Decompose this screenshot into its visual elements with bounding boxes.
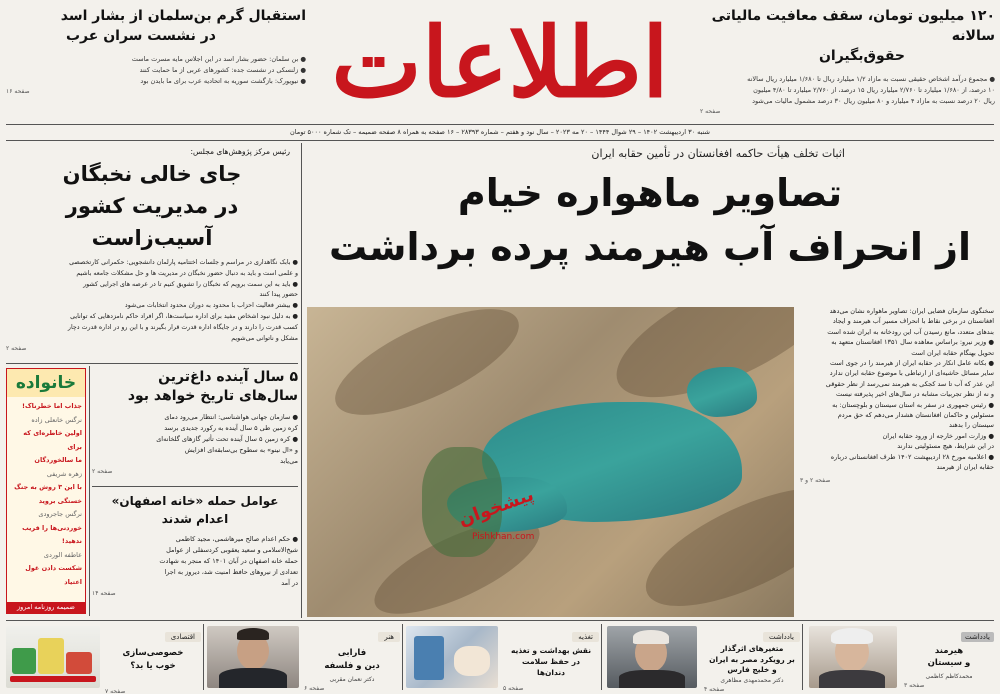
bottom-photo [809,626,897,688]
isfahan-body-line: شیخ‌الاسلامی و سعید یعقوبی کردسفلی از عوامل [166,546,298,554]
bottom-item-3[interactable] [404,624,599,690]
bottom-page: صفحه ۶ [304,685,325,692]
bottom-photo [607,626,697,688]
lead-body-line: ● وزارت امور خارجه از ورود حقابه ایران [882,431,994,440]
divider [203,624,204,690]
lead-kicker: اثبات تخلف هیأت حاکمه افغانستان در تأمین حقابه ایران [591,147,845,160]
lead-body-line: این عذر که آب تا سد کجکی به هیرمند نمی‌رسد از نظر حقوقی [825,379,994,388]
left-body-line: کسب قدرت را دارند و در جایگاه اداره قدرت قرار بگیرند و با این رو در اداره قدرت دچار [67,323,298,331]
lead-body-line: بندهای متعدد، مانع رسیدن آب این رودخانه به ایران شده است [827,327,994,336]
top-right-line: ریال ۲۰ درصد نسبت به مازاد ۴ میلیارد و ۸۰ میلیون ریال ۳۰ درصد مشمول مالیات می‌شود [752,97,995,105]
khanevadeh-author: زهره شریفی [46,469,82,478]
divider [6,363,298,364]
masthead-logo: اطلاعات [331,6,669,119]
khanevadeh-footer: ضمیمه روزنامه امروز [7,602,85,613]
climate-body-line: ● سازمان جهانی هواشناسی: انتظار می‌رود دمای [164,413,298,421]
isfahan-story[interactable] [92,492,298,598]
bottom-title2: دین و فلسفه [324,661,380,671]
khanevadeh-item: خستگی بروید [38,496,82,505]
divider [802,624,803,690]
top-left-story[interactable] [6,6,306,96]
left-body-line: ● بیشتر فعالیت احزاب با محدود به دوران محدود انتخابات می‌شود [124,302,298,310]
khanevadeh-item: جذاب اما خطرناک! [22,402,82,410]
khanevadeh-author: نرگس خانعلی زاده [31,415,82,424]
page-ref: صفحه ۱۴ [92,590,116,597]
lead-headline2: از انحراف آب هیرمند پرده برداشت [328,225,972,269]
top-left-line: ● نیویورک: بازگشت سوریه به اتحادیه عرب برای ما بایدن بود [140,77,306,85]
lead-body-line: ● بکانه عامل انکار در حقابه ایران از هیرمند را در جوی است [830,359,994,368]
bottom-page: صفحه ۵ [503,685,524,692]
top-left-headline: استقبال گرم بن‌سلمان از بشار اسد [60,8,306,24]
bottom-item-5[interactable] [6,624,201,694]
bottom-tag: یادداشت [961,632,994,642]
page-ref: صفحه ۲ و ۳ [800,476,831,484]
bottom-title3: و خلیج فارس [727,665,777,674]
isfahan-body-line: حمله خانه اصفهان در آبان ۱۴۰۱ که منجر به شهادت [159,557,298,565]
bottom-title2: در حفظ سلامت [522,657,580,666]
divider [601,624,602,690]
khanevadeh-author: نرگس جاجرودی [38,510,82,518]
khanevadeh-item: ما سالخوردگان [34,456,82,464]
dateline: شنبه ۳۰ اردیبهشت ۱۴۰۲ – ۲۹ شوال ۱۴۴۴ – ۲۰ مه ۲۰۲۳ – سال نود و هفتم – شماره ۲۸۳۹۳ – ۱۶ صفحه به همراه ۸ صفحه ضمیمه – تک شماره ۵۰۰۰ تومان [290,128,710,136]
divider [6,140,994,141]
isfahan-body-line: ● حکم اعدام صالح میرهاشمی، مجید کاظمی [175,535,298,543]
climate-headline2: سال‌های تاریخ خواهد بود [127,388,298,404]
top-right-story[interactable] [700,6,995,116]
climate-body-line: و «ال نینو» به سطوح بی‌سابقه‌ای افزایش [184,446,298,454]
khanevadeh-item: شکست دادن غول [25,564,82,572]
climate-body-line: کره زمین طی ۵ سال آینده به رکورد جدیدی برسد [164,424,298,432]
bottom-photo [406,626,498,688]
isfahan-body-line: در آمد [281,579,298,587]
climate-story[interactable] [92,368,298,476]
climate-body-line: ● کره زمین ۵ سال آینده تحت تأثیر گازهای گلخانه‌ای [156,435,298,443]
lead-story[interactable] [305,146,995,274]
lead-body-line: ● وزیر نیرو: براساس معاهده سال ۱۳۵۱ افغانستان متعهد به [831,338,994,347]
page-ref: صفحه ۱۶ [6,88,30,95]
divider [92,486,298,487]
photo-watermark: پیشخوان [455,484,537,531]
top-right-headline: ۱۲۰ میلیون تومان، سقف معافیت مالیاتی سالانه [711,8,995,44]
climate-headline: ۵ سال آینده داغ‌ترین [158,369,298,385]
bottom-title: فارابی [337,648,367,658]
lead-body-line: در این شرایط، هیچ مسئولیتی ندارند [897,442,994,451]
top-left-headline2: در نشست سران عرب [65,28,216,44]
top-right-line: ● مجموع درآمد اشخاص حقیقی نسبت به مازاد ۱/۲ میلیارد ریال تا ۱/۶۸۰ میلیارد ریال سالانه [747,75,995,83]
bottom-photo [207,626,299,688]
left-kicker: رئیس مرکز پژوهش‌های مجلس: [190,147,290,156]
photo-watermark-url: Pishkhan.com [472,532,535,542]
top-right-headline2: حقوق‌بگیران [818,48,905,64]
divider [402,624,403,690]
page-ref: صفحه ۲ [92,468,113,475]
bottom-page: صفحه ۳ [904,682,925,689]
lead-body-line: افغانستان در برخی نقاط با انحراف مسیر آب هیرمند و ایجاد [832,317,994,326]
bottom-title3: دندان‌ها [537,668,565,677]
khanevadeh-item: با این ۳ روش به جنگ [14,483,82,491]
left-body-line: ● بابک نگاهداری در مراسم و جلسات اختتامیه پارلمان دانشجویی: حکمرانی کارتخصصی [69,259,298,266]
khanevadeh-item: اعتیاد [64,577,82,586]
left-story[interactable] [6,146,298,353]
left-body-line: و علمی است و باید به دنبال حضور نخبگان در مدیریت ها و حل مشکلات جامعه باشیم [76,269,298,277]
divider [89,366,90,616]
lead-body-line: ● اعلامیه مورخ ۲۸ اردیبهشت ۱۴۰۲ طرف افغانستانی درباره [830,452,994,461]
bottom-author: دکتر نعمان مقربی [329,676,375,683]
bottom-title2: بر رویکرد مصر به ایران [709,654,795,664]
khanevadeh-item: اولین خاطره‌ای که برای [23,429,82,451]
bottom-author: دکتر محمدمهدی مظاهری [720,676,784,684]
lead-headline: تصاویر ماهواره خیام [457,171,843,215]
bottom-tag: تغذیه [572,632,599,642]
bottom-tag: یادداشت [763,632,800,642]
divider [6,124,994,125]
lead-body-line: تحویل بهنگام حقابه ایران است [911,348,994,357]
khanevadeh-author: عاطفه الوردی [43,550,82,559]
bottom-tag: اقتصادی [165,632,201,642]
bottom-author: محمدکاظم کاظمی [925,673,973,680]
khanevadeh-box[interactable] [6,368,86,614]
bottom-title: نقش بهداشت و تغذیه [510,646,592,655]
top-left-line: ● زلنسکی در نشست جده: کشورهای عربی از ما حمایت کنند [139,66,306,74]
bottom-illustration [6,626,100,688]
khanevadeh-logo: خانواده [7,369,85,397]
lead-body-line: ● رئیس جمهوری در سفر به استان سیستان و بلوچستان: به [832,400,994,409]
page-ref: صفحه ۲ [700,108,721,115]
bottom-tag: هنر [378,632,400,642]
bottom-item-4[interactable] [205,624,400,690]
bottom-item-2[interactable] [603,624,800,693]
left-headline: جای خالی نخبگان [62,162,242,186]
left-body-line: ● به دلیل نبود اشخاص مفید برای اداره سیاست‌ها، اگر افراد حاکم نامزدهایی که توانایی [70,312,298,320]
divider [6,620,994,621]
left-headline2: در مدیریت کشور آسیب‌زاست [65,194,239,250]
lead-body-line: سخنگوی سازمان فضایی ایران: تصاویر ماهواره نشان می‌دهد [829,307,994,315]
lead-body-line: و نه از نظر تجربیات مشابه در سال‌های اخیر پذیرفته نیست [836,390,994,399]
lead-body-line: سایر مسائل حاشیه‌ای از ارتباطی با موضوع حقابه ایران ندارد [829,369,994,378]
left-body-line: ● باید به این سمت برویم که نخبگان را تشویق کنیم تا در عرصه های اجرایی کشور [83,280,298,288]
bottom-title: هیرمند [934,646,964,656]
bottom-title2: خوب یا بد؟ [130,661,176,671]
lead-body-line: حقابه ایران از هیرمند [936,463,994,472]
bottom-title: خصوصی‌سازی [122,648,184,658]
top-right-line: ۱۰ درصد، از ۱/۶۸۰ میلیارد تا ۲/۷۶۰ میلیارد ریال ۱۵ درصد، از ۲/۷۶۰ میلیارد تا ۴/۸۰ میلیون [753,86,995,94]
satellite-photo [307,307,794,617]
bottom-item-1[interactable] [805,624,994,690]
khanevadeh-item: خوردنی‌ها را قریب ندهید! [22,523,82,545]
climate-body-line: می‌یابد [280,457,298,465]
bottom-title2: و سیستان [927,658,971,668]
bottom-page: صفحه ۷ [105,688,126,694]
top-left-line: ● بن سلمان: حضور بشار اسد در این اجلاس مایه مسرت ماست [131,55,306,63]
lead-body-line: سیستان را بدهند [948,421,994,430]
page-ref: صفحه ۲ [6,345,27,353]
left-body-line: حضور پیدا کنند [259,291,298,299]
lead-body-line: مسئولین و حاکمان افغانستان هشدار می‌دهم که حق مردم [837,411,994,420]
divider [301,143,302,618]
isfahan-body-line: تعدادی از نیروهای حافظ امنیت شد، دیروز به اجرا [164,568,298,576]
left-body-line: مشکل و ناتوانی می‌شویم [231,334,298,342]
bottom-title: متغیرهای اثرگذار [720,644,784,653]
lead-body [800,306,994,485]
isfahan-headline: عوامل حمله «خانه اصفهان» [111,494,279,508]
bottom-page: صفحه ۴ [704,685,725,693]
isfahan-headline2: اعدام شدند [161,512,229,526]
